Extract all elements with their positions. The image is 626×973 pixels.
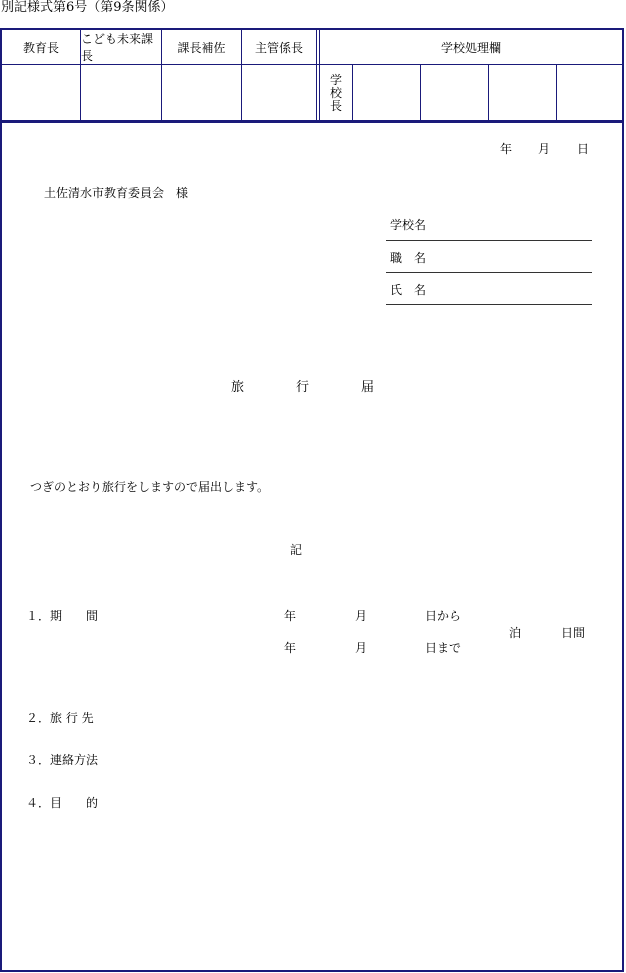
- header-superintendent: 教育長: [22, 40, 59, 55]
- school-name-line: [386, 240, 592, 241]
- ki-mark: 記: [290, 543, 303, 557]
- principal-label: 学 校 長: [329, 72, 342, 113]
- form-number-label: 別記様式第6号（第9条関係）: [1, 0, 174, 15]
- period-label: １．期 間: [26, 609, 99, 623]
- approval-stamp-table: [0, 28, 624, 122]
- document-title: 旅 行 届: [231, 380, 375, 395]
- school-name-label: 学校名: [390, 218, 427, 232]
- period-from-month: 月: [355, 609, 368, 623]
- date-day: 日: [577, 142, 590, 156]
- name-line: [386, 304, 592, 305]
- period-to-month: 月: [355, 641, 368, 655]
- name-label: 氏 名: [390, 283, 427, 297]
- period-days: 日間: [561, 626, 586, 640]
- header-supervising-chief: 主管係長: [254, 40, 303, 55]
- header-deputy-chief: 課長補佐: [177, 40, 226, 55]
- date-month: 月: [538, 142, 551, 156]
- header-school-processing: 学校処理欄: [440, 40, 501, 55]
- form-body: [0, 122, 626, 972]
- position-line: [386, 272, 592, 273]
- period-to-year: 年: [284, 641, 297, 655]
- period-from-day: 日から: [425, 609, 462, 623]
- position-label: 職 名: [390, 251, 427, 265]
- period-nights: 泊: [509, 626, 522, 640]
- header-children-future-section-chief: こども未来課長: [81, 32, 154, 63]
- intro-text: つぎのとおり旅行をしますので届出します。: [30, 480, 270, 494]
- date-year: 年: [500, 142, 513, 156]
- period-from-year: 年: [284, 609, 297, 623]
- contact-label: ３．連絡方法: [26, 753, 99, 767]
- period-to-day: 日まで: [425, 641, 462, 655]
- addressee: 土佐清水市教育委員会 様: [44, 186, 189, 200]
- purpose-label: ４．目 的: [26, 796, 99, 810]
- destination-label: ２．旅 行 先: [26, 711, 94, 725]
